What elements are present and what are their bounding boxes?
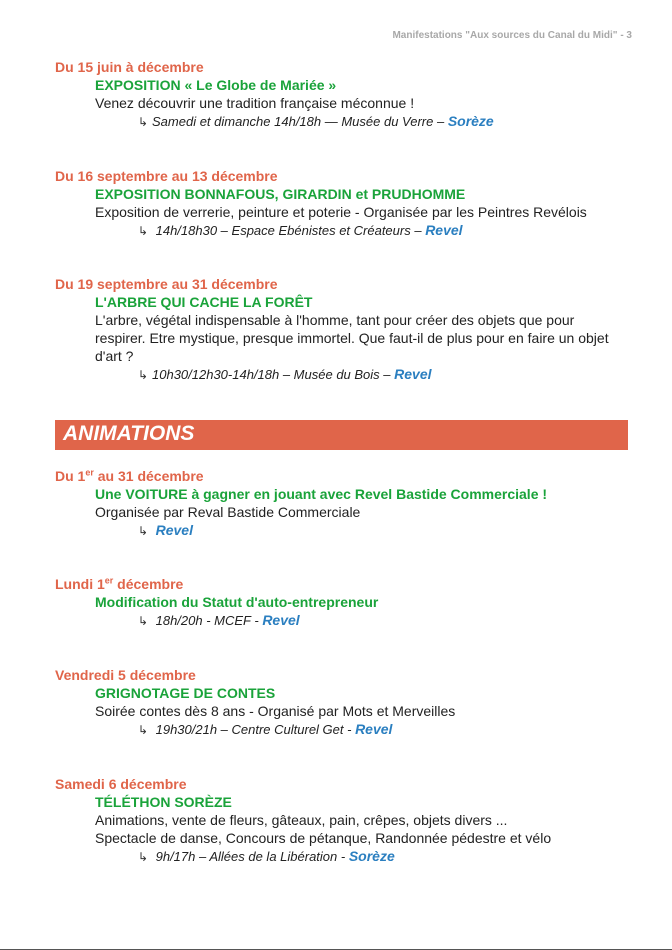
event-title: EXPOSITION « Le Globe de Mariée »: [95, 77, 337, 93]
event-date: Samedi 6 décembre: [55, 776, 187, 792]
arrow-icon: ↳: [138, 614, 149, 628]
arrow-icon: ↳: [138, 368, 149, 382]
event-title: L'ARBRE QUI CACHE LA FORÊT: [95, 294, 313, 310]
event-title: Une VOITURE à gagner en jouant avec Revel Bastide Commerciale !: [95, 486, 548, 502]
event-time-location: 10h30/12h30-14h/18h – Musée du Bois –: [152, 367, 395, 382]
event-town: Revel: [394, 366, 432, 382]
section-header-bar: [55, 420, 628, 450]
event-time-location: 19h30/21h – Centre Culturel Get -: [152, 722, 356, 737]
event-description: Exposition de verrerie, peinture et poterie - Organisée par les Peintres Revélois: [95, 204, 587, 220]
event-date: Du 1er au 31 décembre: [55, 467, 204, 484]
event-town: Sorèze: [447, 113, 494, 129]
event-info: [138, 112, 635, 131]
event-time-location: Samedi et dimanche 14h/18h — Musée du Verre –: [152, 114, 448, 129]
event-description: L'arbre, végétal indispensable à l'homme, tant pour créer des objets que pour respirer. Etre mystique, presque immortel. Que faut-il de plus pour en faire un objet d'art ?: [95, 312, 609, 364]
event-town: Revel: [262, 612, 300, 628]
event-date: Lundi 1er décembre: [55, 575, 184, 592]
arrow-icon: ↳: [138, 524, 149, 538]
event-town: Revel: [155, 522, 193, 538]
event-info: [138, 521, 635, 540]
page-header: Manifestations "Aux sources du Canal du Midi" - 3: [392, 30, 632, 41]
section-title: ANIMATIONS: [63, 422, 195, 445]
event-time-location: 14h/18h30 – Espace Ebénistes et Créateurs –: [152, 223, 426, 238]
event-description-line-2: Spectacle de danse, Concours de pétanque, Randonnée pédestre et vélo: [95, 830, 552, 846]
event-item: [55, 666, 635, 739]
event-info: [138, 221, 635, 240]
event-title: TÉLÉTHON SORÈZE: [95, 794, 232, 810]
event-item: [55, 467, 635, 540]
event-info: [138, 847, 635, 866]
event-title: Modification du Statut d'auto-entrepreneur: [95, 594, 379, 610]
event-item: [55, 275, 635, 384]
event-description: Soirée contes dès 8 ans - Organisé par Mots et Merveilles: [95, 703, 456, 719]
event-item: [55, 167, 635, 240]
event-info: [138, 720, 635, 739]
event-item: [55, 58, 635, 131]
event-item: [55, 775, 635, 866]
event-date: Du 19 septembre au 31 décembre: [55, 276, 278, 292]
event-description: Animations, vente de fleurs, gâteaux, pain, crêpes, objets divers ...: [95, 812, 508, 828]
arrow-icon: ↳: [138, 224, 149, 238]
event-date: Du 16 septembre au 13 décembre: [55, 168, 278, 184]
event-info: [138, 611, 635, 630]
event-description: Organisée par Reval Bastide Commerciale: [95, 504, 361, 520]
event-town: Revel: [425, 222, 463, 238]
arrow-icon: ↳: [138, 850, 149, 864]
event-info: [138, 365, 635, 384]
event-date: Vendredi 5 décembre: [55, 667, 196, 683]
event-title: GRIGNOTAGE DE CONTES: [95, 685, 276, 701]
event-time-location: 18h/20h - MCEF -: [152, 613, 263, 628]
arrow-icon: ↳: [138, 115, 149, 129]
event-time-location: 9h/17h – Allées de la Libération -: [152, 849, 349, 864]
event-town: Revel: [355, 721, 393, 737]
event-date: Du 15 juin à décembre: [55, 59, 204, 75]
event-item: [55, 575, 635, 630]
event-description: Venez découvrir une tradition française méconnue !: [95, 95, 415, 111]
event-town: Sorèze: [348, 848, 395, 864]
arrow-icon: ↳: [138, 723, 149, 737]
event-title: EXPOSITION BONNAFOUS, GIRARDIN et PRUDHOMME: [95, 186, 466, 202]
